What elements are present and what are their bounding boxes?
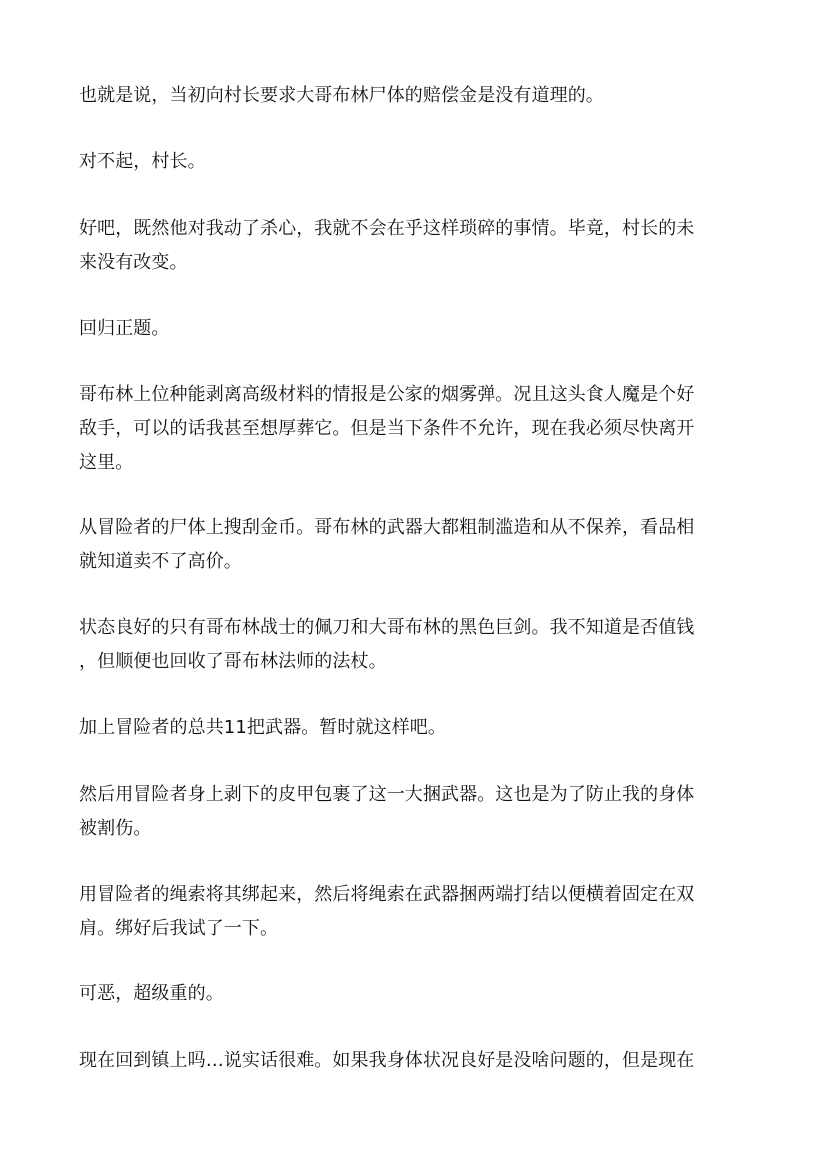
paragraph-1: 也就是说，当初向村长要求大哥布林尸体的赔偿金是没有道理的。 [79,85,604,106]
paragraph-10: 用冒险者的绳索将其绑起来，然后将绳索在武器捆两端打结以便横着固定在双 肩。绑好后我试了一下。 [79,884,695,939]
paragraph-9: 然后用冒险者身上剥下的皮甲包裹了这一大捆武器。这也是为了防止我的身体 被割伤。 [79,784,695,839]
paragraph-2: 对不起，村长。 [79,151,206,172]
paragraph-12: 现在回到镇上吗…说实话很难。如果我身体状况良好是没啥问题的，但是现在 [79,1050,695,1071]
paragraph-7: 状态良好的只有哥布林战士的佩刀和大哥布林的黑色巨剑。我不知道是否值钱 ，但顺便也回收了哥布林法师的法杖。 [79,617,695,672]
paragraph-4: 回归正题。 [79,318,170,339]
paragraph-8: 加上冒险者的总共11把武器。暂时就这样吧。 [79,717,447,738]
paragraph-11: 可恶，超级重的。 [79,983,224,1004]
paragraph-3: 好吧，既然他对我动了杀心，我就不会在乎这样琐碎的事情。毕竟，村长的未 来没有改变。 [79,218,695,273]
paragraph-6: 从冒险者的尸体上搜刮金币。哥布林的武器大都粗制滥造和从不保养，看品相 就知道卖不了高价。 [79,517,695,572]
paragraph-5: 哥布林上位种能剥离高级材料的情报是公家的烟雾弹。况且这头食人魔是个好 敌手，可以的话我甚至想厚葬它。但是当下条件不允许，现在我必须尽快离开 这里。 [79,384,695,473]
